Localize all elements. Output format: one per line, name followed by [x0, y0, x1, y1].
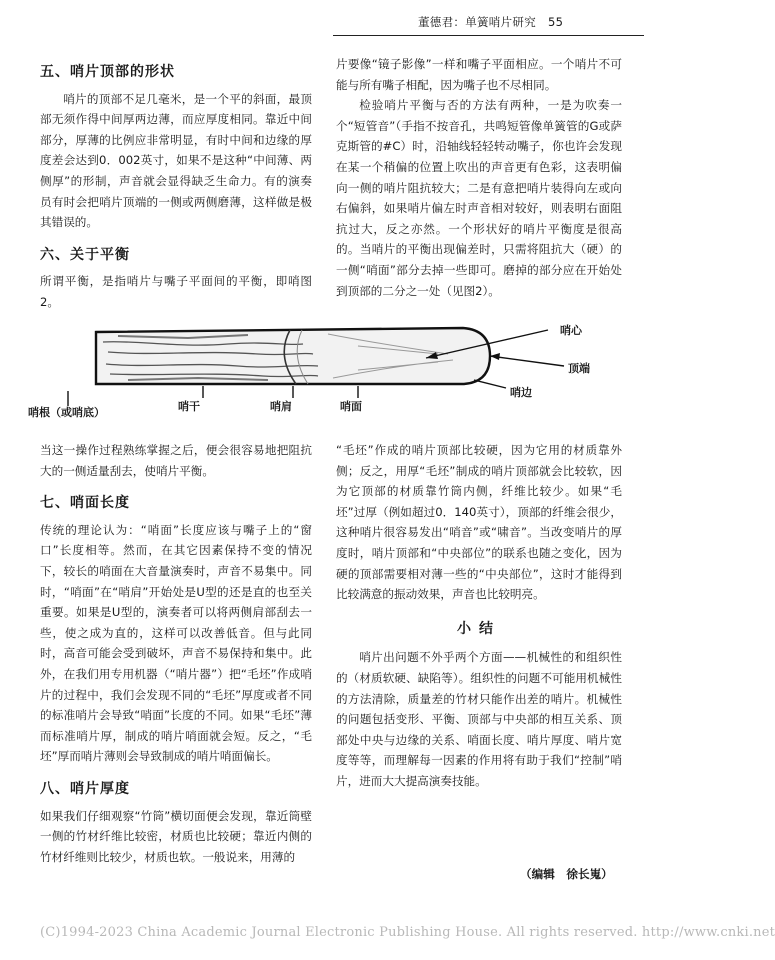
label-heart: 哨心	[560, 324, 582, 337]
section6-title: 六、关于平衡	[40, 246, 130, 263]
summary-text: 哨片出问题不外乎两个方面——机械性的和组织性的（材质软硬、缺陷等）。组织性的问题不可能用机械性的方法清除，质量差的竹材只能作出差的哨片。机械性的问题包括变形、平衡、顶部与中央部的相互关系、顶部处中央与边缘的关系、哨面长度、哨片厚度、哨片宽度等等，而理解每一因素的作用将有助于我们“控制”哨片，进而大大提高演奏技能。	[336, 650, 622, 788]
section7-title: 七、哨面长度	[40, 495, 130, 512]
page-number: 55	[548, 15, 564, 29]
copyright-footer: (C)1994-2023 China Academic Journal Electronic Publishing House. All rights reserved. http://www.cnki.net	[40, 925, 775, 940]
right-column-top	[336, 54, 622, 301]
right-top-text: 片要像“镜子影像”一样和嘴子平面相应。一个哨片不可能与所有嘴子相配，因为嘴子也不尽相同。	[336, 57, 622, 92]
right-column-bottom	[336, 440, 622, 792]
label-face: 哨面	[340, 400, 362, 413]
header-rule	[333, 35, 644, 36]
left-column-top	[40, 62, 312, 313]
running-head	[418, 14, 648, 30]
tip-arrow	[490, 356, 564, 366]
label-shoulder: 哨肩	[270, 400, 292, 413]
label-root: 哨根（或哨底）	[28, 406, 105, 419]
left-column-bottom	[40, 440, 312, 867]
section7-text: 传统的理论认为：“哨面”长度应该与嘴子上的“窗口”长度相等。然而，在其它因素保持不变的情况下，较长的哨面在大音量演奏时，声音不易集中。同时，“哨面”在“哨肩”开始处是U型的还是直的也至关重要。如果是U型的，演奏者可以将两侧肩部刮去一些，使之成为直的，这样可以改善低音。但与此同时，高音可能会受到破坏，声音不易保持和集中。此外，在我们用专用机器（“哨片器”）把“毛坯”作成哨片的过程中，我们会发现不同的“毛坯”厚度或者不同的标准哨片会导致“哨面”长度的不同。如果“毛坯”薄而标准哨片厚，制成的哨片哨面就会短。反之，“毛坯”厚而哨片薄则会导致制成的哨片哨面偏长。	[40, 522, 312, 764]
running-title: 董德君：单簧哨片研究	[418, 15, 536, 29]
label-trunk: 哨干	[178, 400, 200, 413]
tip-arrowhead	[490, 353, 500, 360]
after-figure-left-text: 当这一操作过程熟练掌握之后，便会很容易地把阻抗大的一侧适量刮去，使哨片平衡。	[40, 443, 312, 478]
balance-text: 检验哨片平衡与否的方法有两种，一是为吹奏一个“短管音”（手指不按音孔，共鸣短管像单簧管的G或萨克斯管的#C）时，沿轴线轻轻转动嘴子，你也许会发现在某一个稍偏的位置上吹出的声音更有色彩，这表明偏向一侧的哨片阻抗较大；二是有意把哨片装得向左或向右偏斜，如果哨片偏左时声音相对较好，则表明右面阻抗过大，反之亦然。一个形状好的哨片平衡度是很高的。当哨片的平衡出现偏差时，只需将阻抗大（硬）的一侧“哨面”部分去掉一些即可。磨掉的部分应在开始处到顶部的二分之一处（见图2）。	[336, 98, 622, 298]
section5-text: 哨片的顶部不足几毫米，是一个平的斜面，最顶部无须作得中间厚两边薄，而应厚度相同。靠近中间部分，厚薄的比例应非常明显，有时中间和边缘的厚度差会达到0．002英寸，如果不是这种“中间薄、两侧厚”的形制，声音就会显得缺乏生命力。有的演奏员有时会把哨片顶端的一侧或两侧磨薄，这样做是极其错误的。	[40, 91, 312, 230]
label-edge: 哨边	[510, 386, 532, 399]
after-figure-right-text: “毛坯”作成的哨片顶部比较硬，因为它用的材质靠外侧；反之，用厚“毛坯”制成的哨片顶部就会比较软，因为它顶部的材质靠竹筒内侧，纤维比较少。如果“毛坯”过厚（例如超过0．140英寸），顶部的纤维会很少，这种哨片很容易发出“哨音”或“啸音”。当改变哨片的厚度时，哨片顶部和“中央部位”的联系也随之变化，因为硬的顶部需要相对薄一些的“中央部位”，这时才能得到比较满意的振动效果，声音也比较明亮。	[336, 443, 622, 602]
editor-credit: （编辑 徐长嵬）	[520, 867, 613, 881]
label-tip: 顶端	[568, 362, 590, 375]
summary-title: 小结	[457, 620, 501, 637]
edge-arrow	[474, 380, 506, 388]
reed-diagram	[28, 318, 638, 433]
section8-title: 八、哨片厚度	[40, 780, 130, 797]
section8-text: 如果我们仔细观察“竹筒”横切面便会发现，靠近筒壁一侧的竹材纤维比较密，材质也比较硬；靠近内侧的竹材纤维则比较少，材质也软。一般说来，用薄的	[40, 808, 312, 864]
section5-title: 五、哨片顶部的形状	[40, 64, 175, 80]
reed-figure	[28, 318, 638, 433]
section6-text: 所谓平衡，是指哨片与嘴子平面间的平衡，即哨图2。	[40, 274, 312, 309]
